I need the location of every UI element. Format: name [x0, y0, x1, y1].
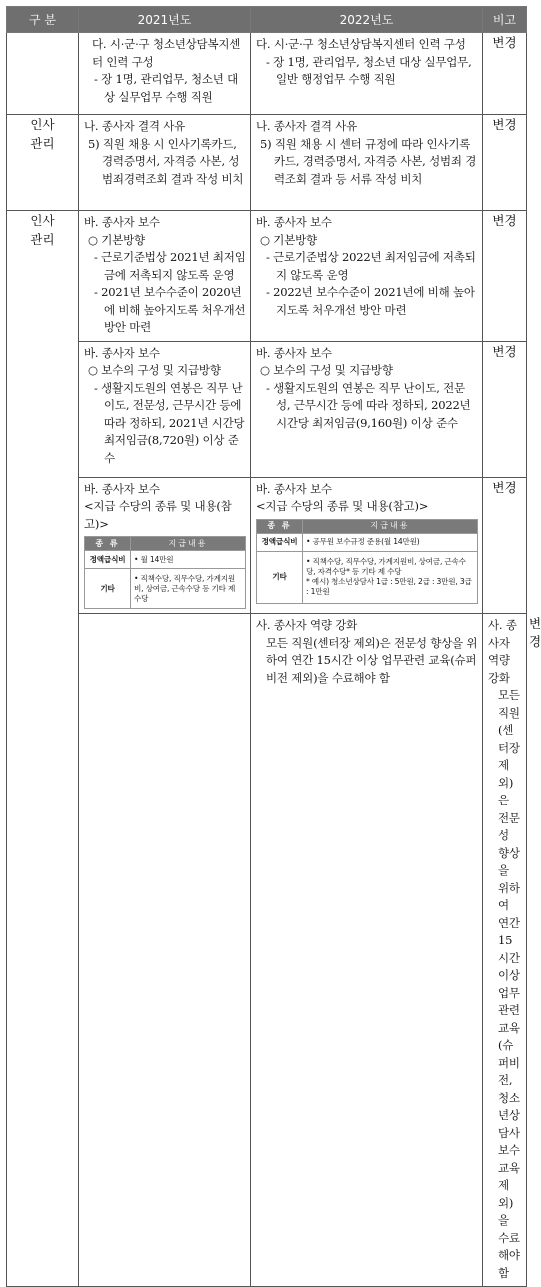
- cell-2022: [251, 33, 483, 115]
- allowance-row: [85, 569, 246, 609]
- item-title: 바. 종사자 보수: [256, 215, 332, 229]
- allowance-kind: 기타: [85, 569, 131, 609]
- item-title: 사. 종사자 역량 강화: [488, 618, 517, 685]
- allowance-header: [257, 519, 478, 533]
- comparison-table: [6, 6, 541, 1287]
- item-title: 나. 종사자 결격 사유: [84, 119, 186, 133]
- item-text: 5) 직원 채용 시 센터 규정에 따라 인사기록카드, 경력증명서, 자격증 사본, 성범죄 경력조회 결과 등 서류 작성 비치: [260, 136, 477, 186]
- cell-2021: [79, 115, 251, 211]
- allowance-kind: 정액급식비: [257, 533, 303, 551]
- allowance-content: • 직책수당, 직무수당, 가계지원비, 상여금, 근속수당 등 기타 제 수당: [131, 569, 246, 609]
- note-cell: 변경: [483, 33, 527, 115]
- allowance-content: • 월 14만원: [131, 551, 246, 569]
- cell-2021: [79, 33, 251, 115]
- item-title: 바. 종사자 보수: [256, 481, 332, 496]
- cell-2022: [251, 211, 483, 342]
- table-row: [7, 341, 527, 477]
- header-note: 비고: [483, 7, 527, 33]
- allowance-content: • 직책수당, 직무수당, 가계지원비, 상여금, 근속수당, 자격수당* 등 기타 제 수당 * 예시) 청소년상담사 1급 : 5만원, 2급 : 3만원, 3급 : 1만원: [303, 551, 478, 603]
- item-sub: ○ 보수의 구성 및 지급방향: [260, 363, 393, 377]
- item-text: - 장 1명, 관리업무, 청소년 대상 실무업무 수행 직원: [94, 72, 239, 104]
- category-cell-empty: [79, 614, 251, 1287]
- cell-2021: [79, 341, 251, 477]
- item-title: 다. 시·군·구 청소년상담복지센터 인력 구성: [92, 37, 241, 69]
- note-cell: 변경: [483, 477, 527, 614]
- category-cell: 인사 관리: [7, 211, 79, 1287]
- header-2022: 2022년도: [251, 7, 483, 33]
- item-text: - 장 1명, 관리업무, 청소년 대상 실무업무, 일반 행정업무 수행 직원: [266, 54, 472, 86]
- cell-2021: [251, 614, 483, 1287]
- item-text: 모든 직원(센터장 제외)은 전문성 향상을 위하여 연간 15시간 이상 업무관련 교육(슈퍼비전, 청소년상담사 보수교육 제외)을 수료해야 함: [498, 688, 520, 1280]
- allowance-kind: 기타: [257, 551, 303, 603]
- item-text: - 생활지도원의 연봉은 직무 난이도, 전문성, 근무시간 등에 따라 정하되, 2021년 시간당 최저임금(8,720원) 이상 준수: [94, 380, 245, 465]
- item-title: 바. 종사자 보수: [256, 345, 332, 360]
- allowance-header: [85, 537, 246, 551]
- item-subtitle: <지급 수당의 종류 및 내용(참고)>: [84, 499, 232, 531]
- item-text: - 2021년 보수수준이 2020년에 비해 높아지도록 처우개선 방안 마련: [94, 285, 246, 334]
- item-text: - 생활지도원의 연봉은 직무 난이도, 전문성, 근무시간 등에 따라 정하되, 2022년 시간당 최저임금(9,160원) 이상 준수: [266, 380, 471, 430]
- cell-2022: [251, 477, 483, 614]
- header-2021: 2021년도: [79, 7, 251, 33]
- note-cell: 변경: [483, 211, 527, 342]
- allowance-row: [257, 533, 478, 551]
- allowance-table: [84, 536, 246, 609]
- allowance-header-kind: 종 류: [85, 537, 131, 551]
- item-text: 모든 직원(센터장 제외)은 전문성 향상을 위하여 연간 15시간 이상 업무관련 교육(슈퍼비전 제외)을 수료해야 함: [266, 635, 478, 685]
- table-row: [7, 477, 527, 614]
- item-title: 바. 종사자 보수: [84, 481, 160, 496]
- item-text: - 근로기준법상 2022년 최저임금에 저촉되지 않도록 운영: [266, 250, 476, 282]
- cell-2022: [251, 115, 483, 211]
- allowance-header-content: 지급내용: [131, 537, 246, 551]
- item-text: - 2022년 보수수준이 2021년에 비해 높아지도록 처우개선 방안 마련: [266, 285, 475, 317]
- item-title: 다. 시·군·구 청소년상담복지센터 인력 구성: [256, 37, 466, 51]
- table-header-row: [7, 7, 527, 33]
- cell-2021: [79, 477, 251, 614]
- item-subtitle: <지급 수당의 종류 및 내용(참고)>: [256, 499, 429, 513]
- note-cell: 변경: [483, 115, 527, 211]
- allowance-row: [257, 551, 478, 603]
- allowance-row: [85, 551, 246, 569]
- cell-2022: [251, 341, 483, 477]
- table-row: [7, 115, 527, 211]
- item-sub: ○ 기본방향: [88, 232, 145, 247]
- table-row: [7, 211, 527, 342]
- cell-2022: [483, 614, 527, 1287]
- allowance-table: [256, 519, 478, 604]
- allowance-content: • 공무원 보수규정 준용(월 14만원): [303, 533, 478, 551]
- category-cell-empty: [7, 33, 79, 115]
- item-sub: ○ 보수의 구성 및 지급방향: [88, 363, 221, 377]
- cell-2021: [79, 211, 251, 342]
- allowance-header-content: 지급내용: [303, 519, 478, 533]
- table-row: 사. 종사자 역량 강화 모든 직원(센터장 제외)은 전문성 향상을 위하여 연간 15시간 이상 업무관련 교육(슈퍼비전 제외)을 수료해야 함 사. 종사자 역량 강화 모든 직원(센터장 제외)은 전문성 향상을 위하여 연간 15시간 이상 업무관련 교육(슈퍼비전, 청소년상담사 보수교육 제외)을 수료해야 함 변경: [7, 614, 527, 1287]
- note-cell: 변경: [483, 341, 527, 477]
- table-row: [7, 33, 527, 115]
- item-title: 바. 종사자 보수: [84, 345, 160, 360]
- item-sub: ○ 기본방향: [260, 232, 317, 247]
- allowance-header-kind: 종 류: [257, 519, 303, 533]
- category-cell: 인사 관리: [7, 115, 79, 211]
- item-title: 나. 종사자 결격 사유: [256, 119, 358, 133]
- allowance-kind: 정액급식비: [85, 551, 131, 569]
- item-text: 5) 직원 채용 시 인사기록카드, 경력증명서, 자격증 사본, 성범죄경력조회 결과 작성 비치: [88, 136, 244, 186]
- header-category: 구 분: [7, 7, 79, 33]
- item-text: - 근로기준법상 2021년 최저임금에 저촉되지 않도록 운영: [94, 250, 246, 282]
- item-title: 바. 종사자 보수: [84, 215, 160, 229]
- item-title: 사. 종사자 역량 강화: [256, 618, 358, 632]
